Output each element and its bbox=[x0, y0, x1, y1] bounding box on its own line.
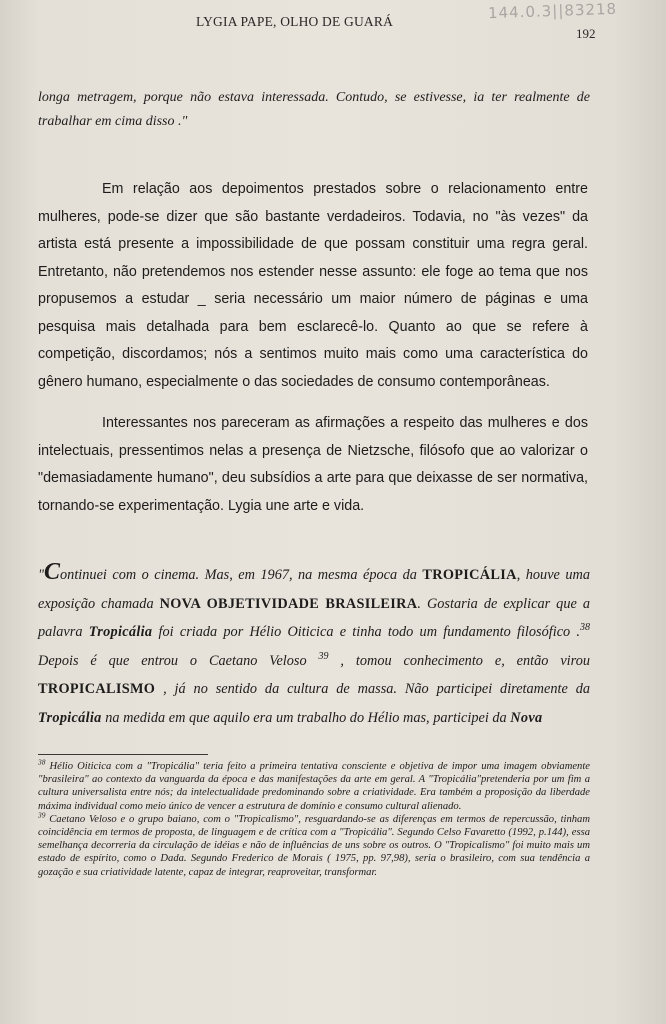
interview-quote bbox=[38, 560, 590, 732]
footnote-ref-38[interactable]: 38 bbox=[579, 622, 590, 634]
quote-continuation: longa metragem, porque não estava interessada. Contudo, se estivesse, ia ter realmente de trabalhar em cima disso ." bbox=[38, 90, 590, 129]
quote-text: , houve uma exposição chamada bbox=[38, 567, 590, 612]
quote-bold-term: Nova bbox=[510, 709, 543, 726]
body-paragraph-2-text: Interessantes nos pareceram as afirmações a respeito das mulheres e dos intelectuais, pressentimos nelas a presença de Nietzsche, filósofo que ao valorizar o "demasiadamente humano", deu subsídios a arte para que deixasse de ser normativa, tornando-se experimentação. Lygia une arte e vida. bbox=[38, 415, 588, 514]
quote-text: , já no sentido da cultura de massa. Não participei diretamente da bbox=[155, 681, 590, 697]
page-number: 192 bbox=[576, 26, 596, 41]
quote-text: . Gostaria de explicar que a palavra bbox=[38, 595, 590, 640]
quote-initial: C bbox=[44, 559, 61, 585]
footnote-text: Hélio Oiticica com a "Tropicália" teria feito a primeira tentativa consciente e objetiva de impor uma imagem obviamente "brasileira" ao contexto da vanguarda da época e das manifestações da arte em geral. A "Tropicália"pretenderia por um fim a cultura universalista entre nós; da intelectualidade predominando sobre a criatividade. Era também a proposição da liberdade máxima individual como meio único de vencer a estrutura de domínio e consumo cultural alienado. bbox=[38, 761, 590, 812]
quote-text: ontinuei com o cinema. Mas, em 1967, na mesma época da bbox=[60, 567, 423, 583]
quote-bold-term: TROPICÁLIA bbox=[422, 567, 517, 583]
quote-text: foi criada por Hélio Oiticica e tinha todo um fundamento filosófico . bbox=[152, 624, 580, 640]
footnote-divider bbox=[38, 754, 208, 755]
running-head: LYGIA PAPE, OLHO DE GUARÁ bbox=[196, 14, 394, 29]
quote-text: na medida em que aquilo era um trabalho do Hélio mas, participei da bbox=[101, 709, 511, 726]
quote-bold-term: Tropicália bbox=[38, 709, 102, 726]
footnote-number: 39 bbox=[38, 810, 46, 820]
quote-bold-term: NOVA OBJETIVIDADE BRASILEIRA bbox=[159, 595, 418, 612]
quote-text: Depois é que entrou o Caetano Veloso bbox=[38, 652, 319, 669]
quote-bold-term: Tropicália bbox=[88, 624, 153, 640]
footnotes bbox=[38, 757, 590, 879]
quote-bold-term: TROPICALISMO bbox=[38, 681, 156, 697]
footnote-38 bbox=[38, 757, 590, 813]
body-paragraph-1 bbox=[38, 176, 588, 396]
footnote-number: 38 bbox=[38, 757, 46, 767]
body-paragraph-2 bbox=[38, 410, 588, 520]
quote-open-mark: " bbox=[38, 567, 45, 583]
footnote-ref-39[interactable]: 39 bbox=[318, 650, 329, 662]
body-paragraph-1-text: Em relação aos depoimentos prestados sobre o relacionamento entre mulheres, pode-se dizer que são bastante verdadeiros. Todavia, no "às vezes" da artista está presente a impossibilidade de que possam constituir uma regra geral. Entretanto, não pretendemos nos estender nesse assunto: ele foge ao tema que nos propusemos a estudar _ seria necessário um maior número de páginas e uma pesquisa mais detalhada para bem esclarecê-lo. Quanto ao que se refere à competição, discordamos; nós a sentimos muito mais como uma característica do gênero humano, especialmente o das sociedades de consumo contemporâneas. bbox=[38, 181, 588, 390]
footnote-text: Caetano Veloso e o grupo baiano, com o "Tropicalismo", resguardando-se as diferenças em termos de repercussão, tinham coincidência em termos de proposta, de linguagem e de crítica com a "Tropicália". Segundo Celso Favaretto (1992, p.144), essa semelhança decorreria da circulação de idéias e não de influências de uns sobre os outros. O "Tropicalismo" foi muito mais um estado de espírito, como o Dada. Segundo Frederico de Morais ( 1975, pp. 97,98), seria o brasileiro, com sua tendência a gozação e sua criatividade latente, capaz de integrar, reaproveitar, transformar. bbox=[38, 813, 590, 878]
archive-stamp: 144.0.3||83218 bbox=[487, 0, 618, 23]
footnote-39 bbox=[38, 810, 590, 879]
quote-text: , tomou conhecimento e, então virou bbox=[328, 652, 590, 669]
